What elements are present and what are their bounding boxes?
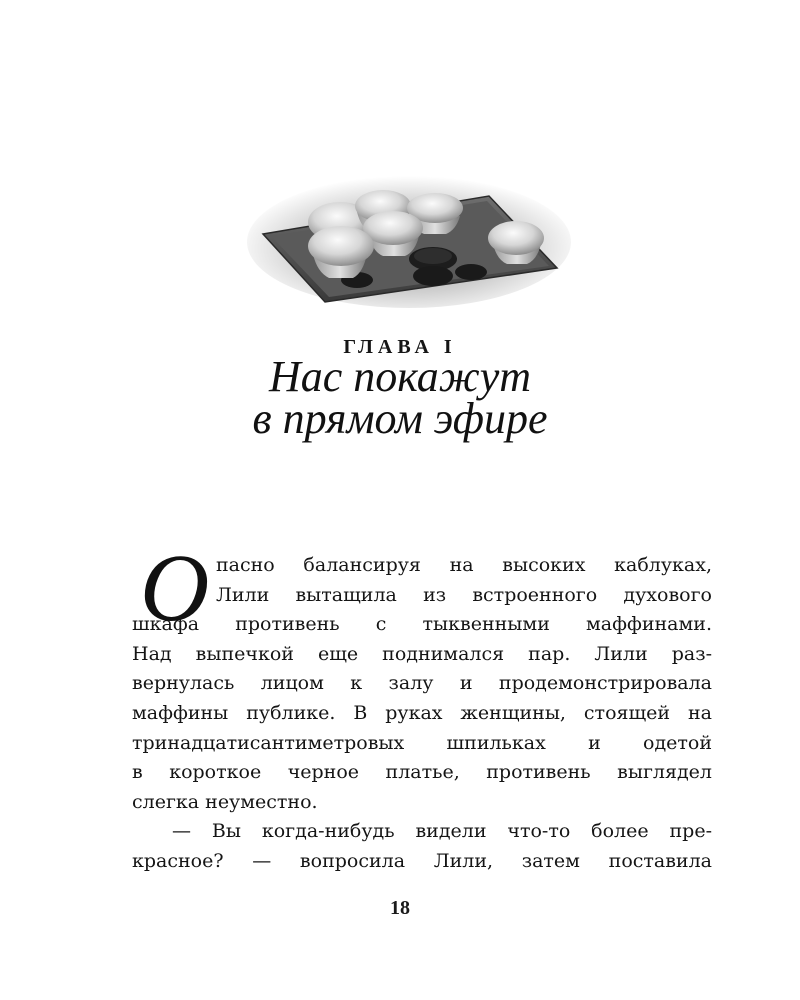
text-line: пасно балансируя на высоких каблуках,	[216, 554, 712, 576]
text-line: Лили вытащила из встроенного духового	[216, 583, 712, 606]
text-line: вернулась лицом к залу и продемонстрировала	[132, 672, 712, 695]
text-line: в короткое черное платье, противень выглядел	[132, 761, 712, 784]
chapter-title-line: Нас покажут	[268, 352, 532, 401]
chapter-title	[0, 352, 800, 443]
text-line: шкафа противень с тыквенными маффинами.	[132, 613, 712, 636]
muffin-tray-icon	[245, 176, 573, 316]
chapter-label: ГЛАВА I	[343, 336, 457, 358]
drop-cap: О	[140, 534, 210, 641]
text-line: слегка неуместно.	[132, 790, 318, 813]
text-line: тринадцатисантиметровых шпильках и одетой	[132, 731, 712, 754]
text-line: Над выпечкой еще поднимался пар. Лили раз-	[132, 642, 712, 665]
page-number: 18	[390, 897, 410, 919]
text-line: — Вы когда-нибудь видели что-то более пре-	[172, 820, 712, 843]
text-line: красное? — вопросила Лили, затем поставила	[132, 849, 712, 872]
text-line: маффины публике. В руках женщины, стоящей на	[132, 701, 712, 724]
chapter-title-line: в прямом эфире	[252, 394, 548, 443]
body-text	[132, 551, 712, 877]
